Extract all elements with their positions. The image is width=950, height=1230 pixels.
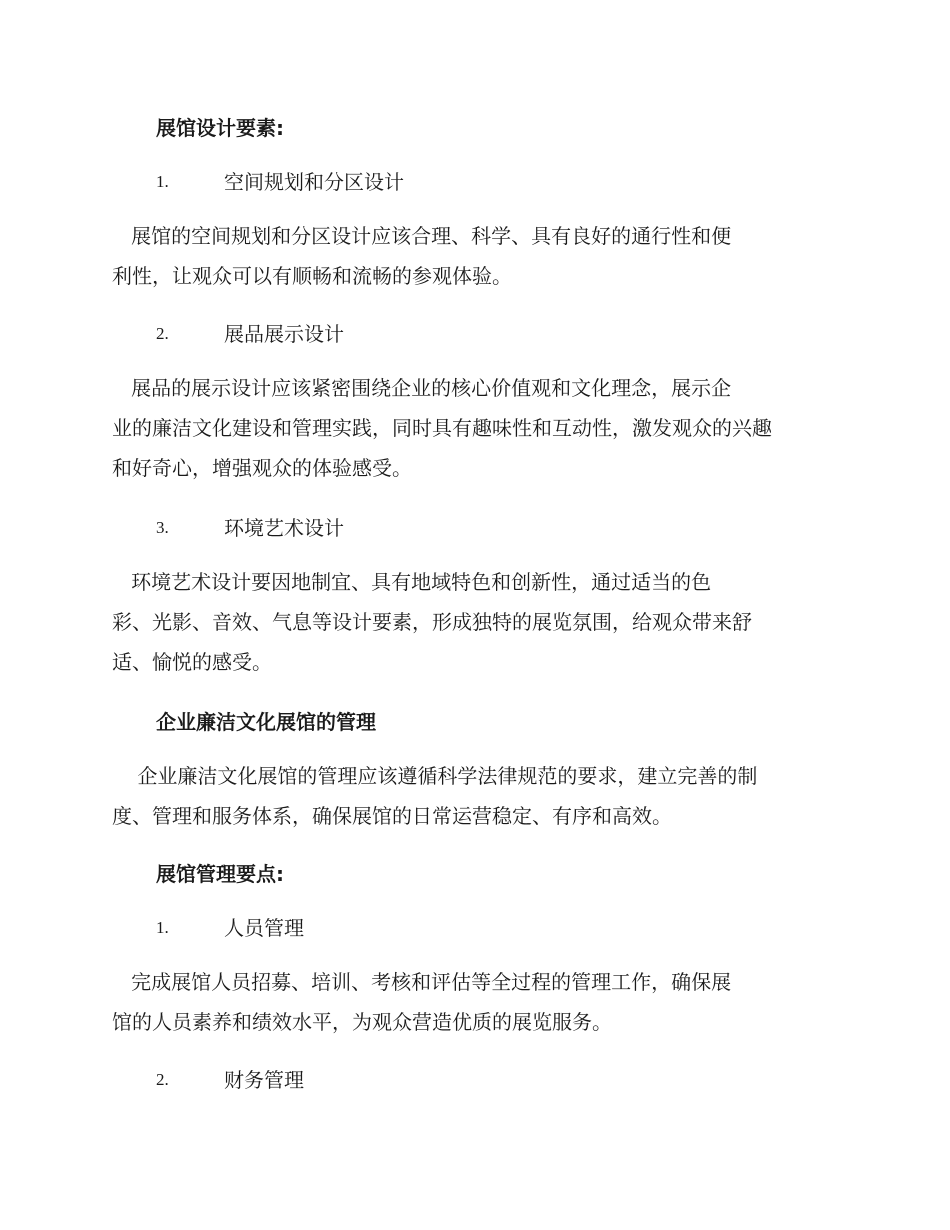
- paragraph-line: 彩、光影、音效、气息等设计要素，形成独特的展览氛围，给观众带来舒: [112, 610, 752, 634]
- paragraph-line: 完成展馆人员招募、培训、考核和评估等全过程的管理工作，确保展: [112, 970, 732, 994]
- paragraph-line: 馆的人员素养和绩效水平，为观众营造优质的展览服务。: [112, 1010, 612, 1034]
- paragraph-line: 利性，让观众可以有顺畅和流畅的参观体验。: [112, 264, 512, 288]
- paragraph-line: 展馆的空间规划和分区设计应该合理、科学、具有良好的通行性和便: [112, 224, 732, 248]
- section-heading-design-elements: 展馆设计要素:: [156, 116, 284, 140]
- list-number: 1.: [156, 918, 169, 937]
- paragraph-line: 适、愉悦的感受。: [112, 650, 272, 674]
- paragraph-exhibit-display: [112, 368, 832, 488]
- paragraph-space-planning: [112, 216, 832, 296]
- paragraph-line: 企业廉洁文化展馆的管理应该遵循科学法律规范的要求，建立完善的制: [112, 764, 758, 788]
- paragraph-line: 和好奇心，增强观众的体验感受。: [112, 456, 412, 480]
- section-heading-management: 企业廉洁文化展馆的管理: [156, 710, 376, 734]
- paragraph-management: [112, 756, 832, 836]
- list-label: 展品展示设计: [224, 322, 344, 346]
- paragraph-environment-art: [112, 562, 832, 682]
- list-number: 2.: [156, 324, 169, 343]
- paragraph-line: 度、管理和服务体系，确保展馆的日常运营稳定、有序和高效。: [112, 804, 672, 828]
- list-label: 人员管理: [224, 916, 304, 940]
- list-label: 空间规划和分区设计: [224, 170, 404, 194]
- paragraph-line: 展品的展示设计应该紧密围绕企业的核心价值观和文化理念，展示企: [112, 376, 732, 400]
- paragraph-line: 业的廉洁文化建设和管理实践，同时具有趣味性和互动性，激发观众的兴趣: [112, 416, 772, 440]
- paragraph-personnel: [112, 962, 832, 1042]
- list-label: 财务管理: [224, 1068, 304, 1092]
- section-heading-management-points: 展馆管理要点:: [156, 862, 284, 886]
- list-number: 1.: [156, 172, 169, 191]
- paragraph-line: 环境艺术设计要因地制宜、具有地域特色和创新性，通过适当的色: [112, 570, 712, 594]
- list-label: 环境艺术设计: [224, 516, 344, 540]
- list-number: 2.: [156, 1070, 169, 1089]
- list-number: 3.: [156, 518, 169, 537]
